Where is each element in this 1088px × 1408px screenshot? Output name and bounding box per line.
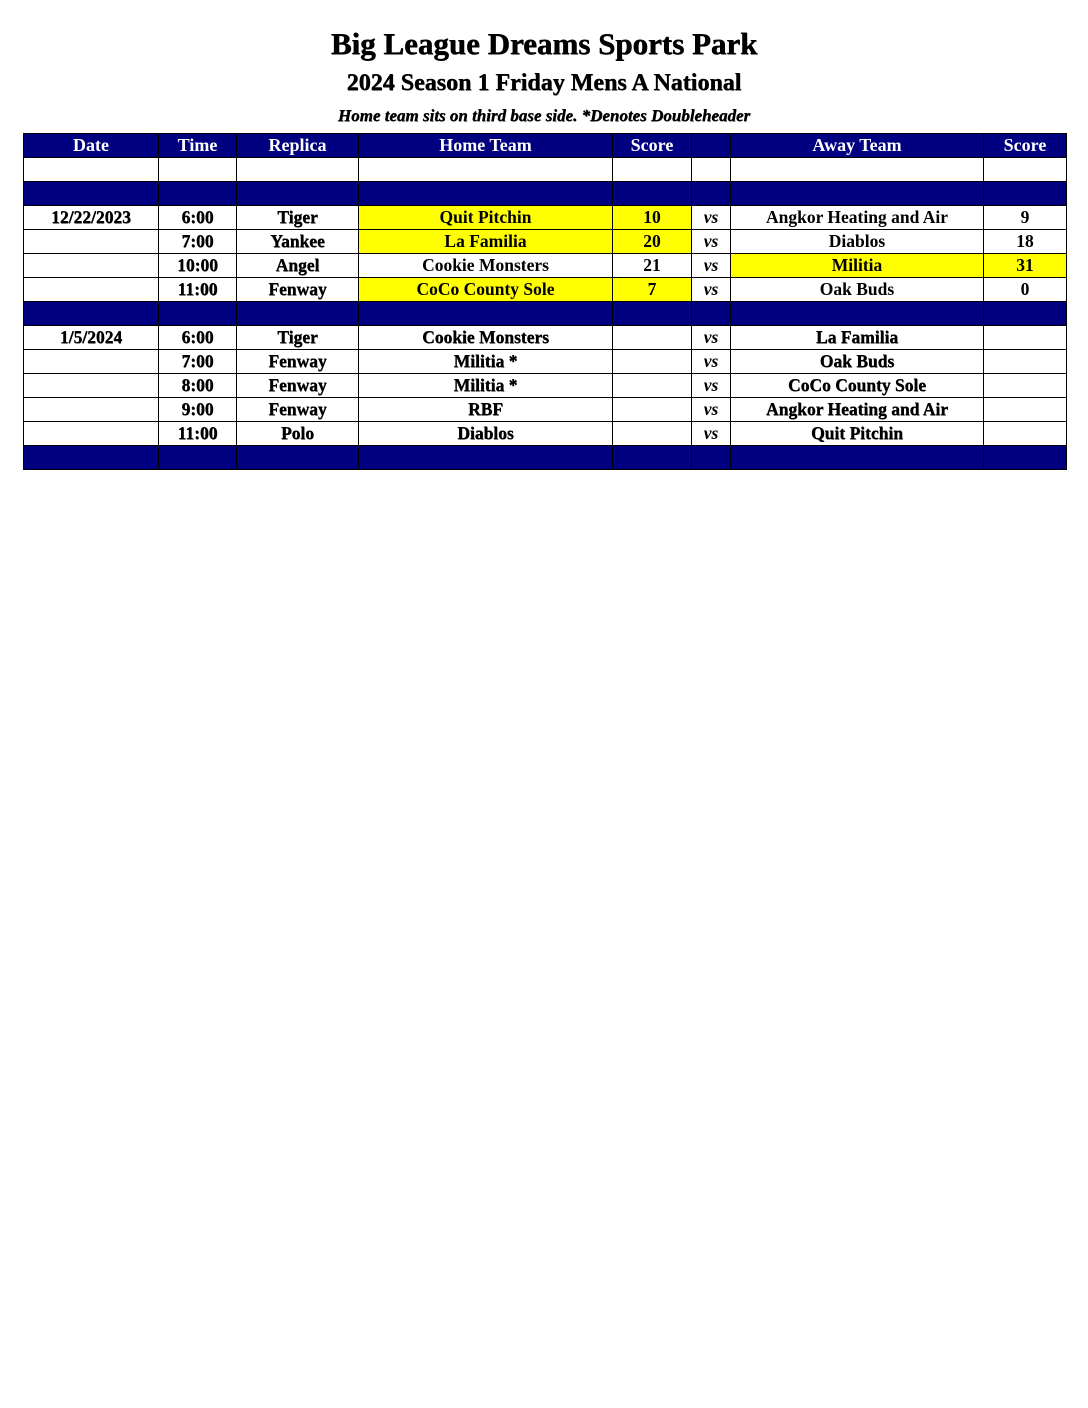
game-time: 10:00 <box>159 254 237 278</box>
away-score <box>984 326 1067 350</box>
week-separator-row <box>24 446 1067 470</box>
away-team: Diablos <box>731 230 984 254</box>
week-separator-row <box>24 182 1067 206</box>
game-date <box>24 230 159 254</box>
away-score: 9 <box>984 206 1067 230</box>
table-row <box>24 254 1067 278</box>
home-score: 10 <box>613 206 692 230</box>
col-header-vs <box>692 134 731 158</box>
away-score <box>984 350 1067 374</box>
table-row <box>24 350 1067 374</box>
game-replica: Fenway <box>237 374 359 398</box>
page-title: Big League Dreams Sports Park <box>330 26 758 61</box>
game-time: 11:00 <box>159 278 237 302</box>
game-time: 6:00 <box>159 206 237 230</box>
away-score <box>984 374 1067 398</box>
away-team: La Familia <box>731 326 984 350</box>
vs-label: vs <box>692 230 731 254</box>
away-score: 18 <box>984 230 1067 254</box>
away-team: Oak Buds <box>731 278 984 302</box>
away-score <box>984 422 1067 446</box>
vs-label: vs <box>692 398 731 422</box>
vs-label: vs <box>692 422 731 446</box>
game-time: 8:00 <box>159 374 237 398</box>
game-time: 7:00 <box>159 350 237 374</box>
game-time: 11:00 <box>159 422 237 446</box>
home-score <box>613 398 692 422</box>
vs-label: vs <box>692 206 731 230</box>
game-replica: Fenway <box>237 350 359 374</box>
home-team: CoCo County Sole <box>359 278 613 302</box>
table-row <box>24 374 1067 398</box>
table-row <box>24 326 1067 350</box>
home-score: 7 <box>613 278 692 302</box>
game-date: 12/22/2023 <box>24 206 159 230</box>
game-date: 1/5/2024 <box>24 326 159 350</box>
vs-label: vs <box>692 350 731 374</box>
table-row <box>24 422 1067 446</box>
away-team: Quit Pitchin <box>731 422 984 446</box>
vs-label: vs <box>692 254 731 278</box>
home-team: Cookie Monsters <box>359 326 613 350</box>
col-header-away-score: Score <box>984 134 1067 158</box>
game-date <box>24 350 159 374</box>
home-team: RBF <box>359 398 613 422</box>
table-row <box>24 398 1067 422</box>
schedule-note: Home team sits on third base side. *Denotes Doubleheader <box>337 106 751 125</box>
game-date <box>24 374 159 398</box>
away-score <box>984 398 1067 422</box>
away-team: Angkor Heating and Air <box>731 206 984 230</box>
game-date <box>24 398 159 422</box>
away-score: 31 <box>984 254 1067 278</box>
season-subtitle: 2024 Season 1 Friday Mens A National <box>346 70 742 96</box>
away-team: Militia <box>731 254 984 278</box>
game-date <box>24 422 159 446</box>
col-header-date: Date <box>24 134 159 158</box>
col-header-replica: Replica <box>237 134 359 158</box>
home-team: Diablos <box>359 422 613 446</box>
blank-row <box>24 158 1067 182</box>
away-team: Oak Buds <box>731 350 984 374</box>
game-replica: Fenway <box>237 398 359 422</box>
vs-label: vs <box>692 278 731 302</box>
table-row <box>24 278 1067 302</box>
away-team: CoCo County Sole <box>731 374 984 398</box>
home-score: 20 <box>613 230 692 254</box>
game-replica: Tiger <box>237 206 359 230</box>
col-header-time: Time <box>159 134 237 158</box>
table-header-row <box>24 134 1067 158</box>
home-score <box>613 422 692 446</box>
home-team: La Familia <box>359 230 613 254</box>
col-header-home-team: Home Team <box>359 134 613 158</box>
home-team: Militia * <box>359 374 613 398</box>
game-replica: Angel <box>237 254 359 278</box>
home-score <box>613 326 692 350</box>
game-date <box>24 254 159 278</box>
game-time: 9:00 <box>159 398 237 422</box>
game-date <box>24 278 159 302</box>
game-replica: Yankee <box>237 230 359 254</box>
table-row <box>24 230 1067 254</box>
game-time: 7:00 <box>159 230 237 254</box>
col-header-away-team: Away Team <box>731 134 984 158</box>
game-time: 6:00 <box>159 326 237 350</box>
away-score: 0 <box>984 278 1067 302</box>
home-team: Militia * <box>359 350 613 374</box>
vs-label: vs <box>692 374 731 398</box>
vs-label: vs <box>692 326 731 350</box>
game-replica: Tiger <box>237 326 359 350</box>
home-score <box>613 350 692 374</box>
col-header-home-score: Score <box>613 134 692 158</box>
away-team: Angkor Heating and Air <box>731 398 984 422</box>
home-score <box>613 374 692 398</box>
game-replica: Fenway <box>237 278 359 302</box>
table-row <box>24 206 1067 230</box>
schedule-table <box>23 133 1067 470</box>
home-score: 21 <box>613 254 692 278</box>
game-replica: Polo <box>237 422 359 446</box>
home-team: Quit Pitchin <box>359 206 613 230</box>
home-team: Cookie Monsters <box>359 254 613 278</box>
week-separator-row <box>24 302 1067 326</box>
